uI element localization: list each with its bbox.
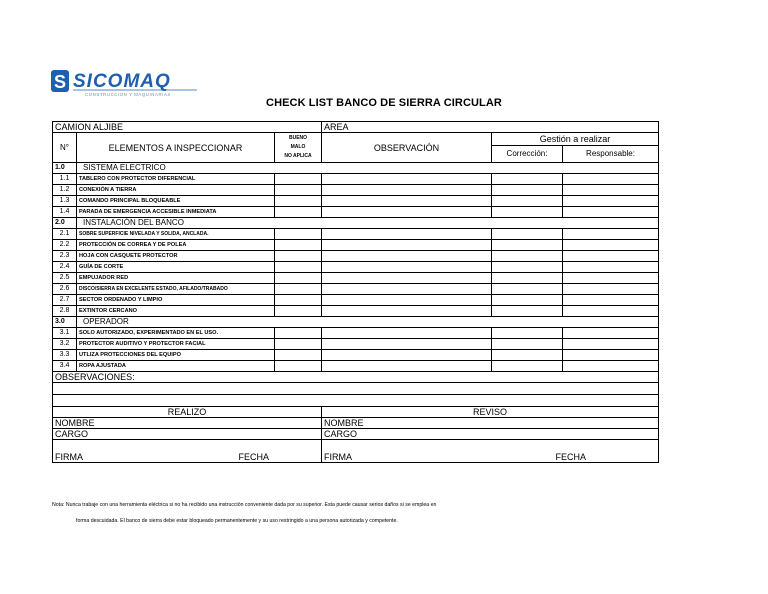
correccion-cell[interactable] bbox=[492, 196, 563, 207]
item-row bbox=[53, 185, 659, 196]
observaciones-line bbox=[53, 383, 659, 395]
item-text: EXTINTOR CERCANO bbox=[77, 306, 275, 317]
item-number: 3.2 bbox=[53, 339, 77, 350]
item-text: TABLERO CON PROTECTOR DIFERENCIAL bbox=[77, 174, 275, 185]
responsable-header: Responsable: bbox=[563, 146, 659, 163]
observacion-cell[interactable] bbox=[322, 207, 492, 218]
observacion-cell[interactable] bbox=[322, 284, 492, 295]
item-number: 2.2 bbox=[53, 240, 77, 251]
observacion-cell[interactable] bbox=[322, 185, 492, 196]
section-title: OPERADOR bbox=[77, 317, 659, 328]
responsable-cell[interactable] bbox=[563, 306, 659, 317]
gestion-header: Gestión a realizar bbox=[492, 133, 659, 146]
item-row bbox=[53, 273, 659, 284]
item-text: UTLIZA PROTECCIONES DEL EQUIPO bbox=[77, 350, 275, 361]
item-number: 1.3 bbox=[53, 196, 77, 207]
responsable-cell[interactable] bbox=[563, 251, 659, 262]
item-row bbox=[53, 240, 659, 251]
safety-note bbox=[52, 497, 672, 529]
estado-cell[interactable] bbox=[275, 240, 322, 251]
item-number: 2.4 bbox=[53, 262, 77, 273]
cargo-right: CARGO bbox=[322, 429, 659, 440]
item-number: 2.7 bbox=[53, 295, 77, 306]
estado-header bbox=[275, 133, 322, 163]
responsable-cell[interactable] bbox=[563, 240, 659, 251]
svg-text:SICOMAQ: SICOMAQ bbox=[73, 71, 171, 92]
responsable-cell[interactable] bbox=[563, 229, 659, 240]
item-row bbox=[53, 262, 659, 273]
elementos-header: ELEMENTOS A INSPECCIONAR bbox=[77, 133, 275, 163]
section-title: SISTEMA ELECTRICO bbox=[77, 163, 659, 174]
item-text: ROPA AJUSTADA bbox=[77, 361, 275, 372]
observacion-cell[interactable] bbox=[322, 251, 492, 262]
observacion-cell[interactable] bbox=[322, 174, 492, 185]
correccion-cell[interactable] bbox=[492, 361, 563, 372]
item-text: SOBRE SUPERFICIE NIVELADA Y SOLIDA, ANCLADA. bbox=[77, 229, 275, 240]
observacion-cell[interactable] bbox=[322, 229, 492, 240]
section-number: 3.0 bbox=[53, 317, 77, 328]
item-row bbox=[53, 339, 659, 350]
estado-cell[interactable] bbox=[275, 295, 322, 306]
observacion-cell[interactable] bbox=[322, 361, 492, 372]
item-row bbox=[53, 229, 659, 240]
nombre-row bbox=[53, 418, 659, 429]
firma-label: FIRMA bbox=[324, 452, 352, 462]
item-row bbox=[53, 295, 659, 306]
item-number: 2.8 bbox=[53, 306, 77, 317]
item-row bbox=[53, 174, 659, 185]
estado-cell[interactable] bbox=[275, 262, 322, 273]
observacion-cell[interactable] bbox=[322, 273, 492, 284]
item-row bbox=[53, 306, 659, 317]
firma-row bbox=[53, 440, 659, 463]
responsable-cell[interactable] bbox=[563, 339, 659, 350]
correccion-cell[interactable] bbox=[492, 350, 563, 361]
estado-cell[interactable] bbox=[275, 306, 322, 317]
estado-cell[interactable] bbox=[275, 196, 322, 207]
firma-cell-right[interactable] bbox=[322, 440, 659, 463]
item-text: PROTECCIÓN DE CORREA Y DE POLEA bbox=[77, 240, 275, 251]
svg-text:S: S bbox=[54, 72, 67, 92]
item-row bbox=[53, 196, 659, 207]
correccion-cell[interactable] bbox=[492, 185, 563, 196]
responsable-cell[interactable] bbox=[563, 361, 659, 372]
section-row bbox=[53, 317, 659, 328]
item-row bbox=[53, 350, 659, 361]
estado-no-aplica: NO APLICA bbox=[284, 153, 312, 159]
fecha-label: FECHA bbox=[555, 452, 587, 462]
estado-bueno: BUENO bbox=[288, 135, 308, 141]
nombre-left: NOMBRE bbox=[53, 418, 322, 429]
correccion-cell[interactable] bbox=[492, 306, 563, 317]
cargo-left: CARGO bbox=[53, 429, 322, 440]
responsable-cell[interactable] bbox=[563, 328, 659, 339]
estado-malo: MALO bbox=[290, 144, 306, 150]
item-row bbox=[53, 207, 659, 218]
fecha-label: FECHA bbox=[238, 452, 269, 462]
section-number: 1.0 bbox=[53, 163, 77, 174]
item-number: 3.3 bbox=[53, 350, 77, 361]
item-number: 3.4 bbox=[53, 361, 77, 372]
item-number: 1.4 bbox=[53, 207, 77, 218]
responsable-cell[interactable] bbox=[563, 284, 659, 295]
item-row bbox=[53, 251, 659, 262]
responsable-cell[interactable] bbox=[563, 295, 659, 306]
item-number: 2.6 bbox=[53, 284, 77, 295]
correccion-cell[interactable] bbox=[492, 240, 563, 251]
svg-text:CONSTRUCCION Y MAQUINARIAS: CONSTRUCCION Y MAQUINARIAS bbox=[85, 92, 171, 97]
item-text: HOJA CON CASQUETE PROTECTOR bbox=[77, 251, 275, 262]
area-label: AREA bbox=[322, 122, 659, 133]
item-number: 2.3 bbox=[53, 251, 77, 262]
note-line-1: Nota: Nunca trabaje con una herramienta eléctrica si no ha recibido una instrucción conveniente dada por su superior. Esta puede causar serios daños si se emplea en bbox=[52, 502, 437, 508]
responsable-cell[interactable] bbox=[563, 262, 659, 273]
estado-cell[interactable] bbox=[275, 328, 322, 339]
signature-header-left: REALIZO bbox=[53, 407, 322, 418]
correccion-cell[interactable] bbox=[492, 328, 563, 339]
observaciones-input[interactable] bbox=[53, 383, 659, 395]
estado-cell[interactable] bbox=[275, 174, 322, 185]
estado-cell[interactable] bbox=[275, 229, 322, 240]
firma-cell-left[interactable] bbox=[53, 440, 322, 463]
item-text: CONEXIÓN A TIERRA bbox=[77, 185, 275, 196]
item-number: 1.1 bbox=[53, 174, 77, 185]
camion-label: CAMION ALJIBE bbox=[53, 122, 322, 133]
section-row bbox=[53, 218, 659, 229]
item-text: SECTOR ORDENADO Y LIMPIO bbox=[77, 295, 275, 306]
observaciones-line bbox=[53, 395, 659, 407]
correccion-cell[interactable] bbox=[492, 251, 563, 262]
observaciones-input[interactable] bbox=[53, 395, 659, 407]
observaciones-label: OBSERVACIONES: bbox=[53, 372, 659, 383]
section-row bbox=[53, 163, 659, 174]
cargo-row bbox=[53, 429, 659, 440]
estado-cell[interactable] bbox=[275, 207, 322, 218]
item-number: 1.2 bbox=[53, 185, 77, 196]
responsable-cell[interactable] bbox=[563, 174, 659, 185]
observacion-cell[interactable] bbox=[322, 240, 492, 251]
observacion-cell[interactable] bbox=[322, 339, 492, 350]
observacion-header: OBSERVACIÓN bbox=[322, 133, 492, 163]
estado-cell[interactable] bbox=[275, 350, 322, 361]
item-row bbox=[53, 361, 659, 372]
correccion-cell[interactable] bbox=[492, 284, 563, 295]
item-text: SOLO AUTORIZADO, EXPERIMENTADO EN EL USO. bbox=[77, 328, 275, 339]
observacion-cell[interactable] bbox=[322, 306, 492, 317]
section-number: 2.0 bbox=[53, 218, 77, 229]
item-text: GUÍA DE CORTE bbox=[77, 262, 275, 273]
correccion-cell[interactable] bbox=[492, 339, 563, 350]
item-number: 2.5 bbox=[53, 273, 77, 284]
estado-cell[interactable] bbox=[275, 284, 322, 295]
item-text: DISCO/SIERRA EN EXCELENTE ESTADO, AFILADO/TRABADO bbox=[77, 284, 275, 295]
responsable-cell[interactable] bbox=[563, 185, 659, 196]
document-title: CHECK LIST BANCO DE SIERRA CIRCULAR bbox=[266, 97, 502, 109]
responsable-cell[interactable] bbox=[563, 273, 659, 284]
item-number: 2.1 bbox=[53, 229, 77, 240]
estado-cell[interactable] bbox=[275, 339, 322, 350]
observacion-cell[interactable] bbox=[322, 295, 492, 306]
item-text: PROTECTOR AUDITIVO Y PROTECTOR FACIAL bbox=[77, 339, 275, 350]
item-number: 3.1 bbox=[53, 328, 77, 339]
observacion-cell[interactable] bbox=[322, 196, 492, 207]
sicomaq-logo bbox=[51, 68, 199, 98]
correccion-cell[interactable] bbox=[492, 207, 563, 218]
signature-header-right: REVISO bbox=[322, 407, 659, 418]
correccion-cell[interactable] bbox=[492, 273, 563, 284]
item-text: EMPUJADOR RED bbox=[77, 273, 275, 284]
estado-cell[interactable] bbox=[275, 251, 322, 262]
item-text: COMANDO PRINCIPAL BLOQUEABLE bbox=[77, 196, 275, 207]
section-title: INSTALACIÓN DEL BANCO bbox=[77, 218, 659, 229]
responsable-cell[interactable] bbox=[563, 350, 659, 361]
signature-header-row bbox=[53, 407, 659, 418]
responsable-cell[interactable] bbox=[563, 196, 659, 207]
firma-label: FIRMA bbox=[55, 452, 83, 462]
correccion-cell[interactable] bbox=[492, 262, 563, 273]
n-header: N° bbox=[53, 133, 77, 163]
observacion-cell[interactable] bbox=[322, 262, 492, 273]
observacion-cell[interactable] bbox=[322, 328, 492, 339]
item-row bbox=[53, 284, 659, 295]
correccion-cell[interactable] bbox=[492, 174, 563, 185]
checklist-table bbox=[52, 121, 659, 463]
observacion-cell[interactable] bbox=[322, 350, 492, 361]
correccion-header: Corrección: bbox=[492, 146, 563, 163]
correccion-cell[interactable] bbox=[492, 229, 563, 240]
item-row bbox=[53, 328, 659, 339]
note-line-2: forma descuidada. El banco de sierra debe estar bloqueado permanentemente y su uso restringido a una persona autorizada y competente. bbox=[76, 518, 398, 524]
nombre-right: NOMBRE bbox=[322, 418, 659, 429]
responsable-cell[interactable] bbox=[563, 207, 659, 218]
correccion-cell[interactable] bbox=[492, 295, 563, 306]
estado-cell[interactable] bbox=[275, 185, 322, 196]
item-text: PARADA DE EMERGENCIA ACCESIBLE INMEDIATA bbox=[77, 207, 275, 218]
estado-cell[interactable] bbox=[275, 273, 322, 284]
estado-cell[interactable] bbox=[275, 361, 322, 372]
observaciones-row bbox=[53, 372, 659, 383]
